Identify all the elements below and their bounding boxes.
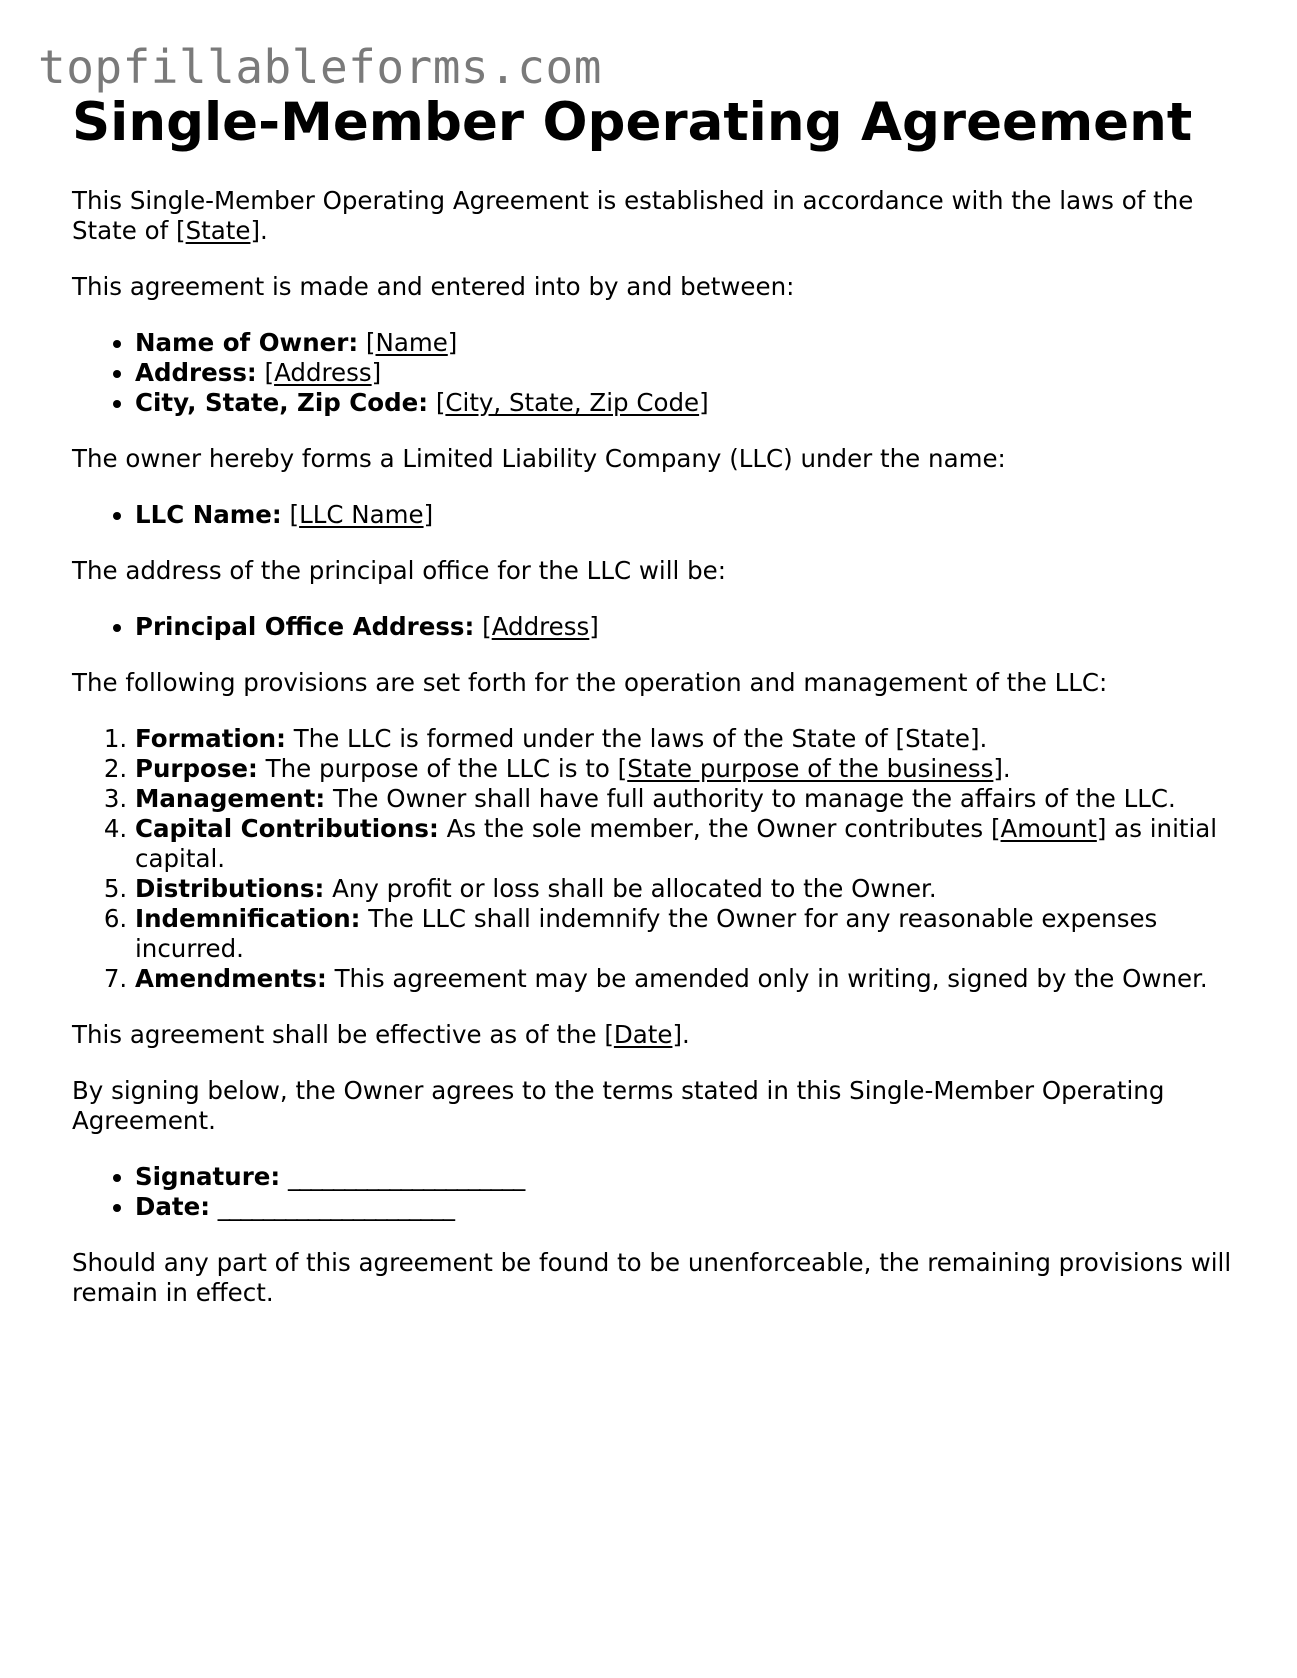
field-label: Address: xyxy=(135,358,257,387)
effective-date-paragraph xyxy=(72,1020,1232,1050)
field-label: LLC Name: xyxy=(135,500,282,529)
signature-line[interactable]: _____________________ xyxy=(288,1162,525,1191)
provisions-list xyxy=(72,724,1232,994)
provision-item xyxy=(135,874,1232,904)
llc-name-list xyxy=(72,500,1232,530)
business-purpose-field[interactable]: State purpose of the business xyxy=(627,754,994,783)
field-label: Name of Owner: xyxy=(135,328,359,357)
provision-label: Purpose: xyxy=(135,754,258,783)
intro-text-end: ]. xyxy=(250,216,268,245)
provision-label: Distributions: xyxy=(135,874,325,903)
provision-text: Any profit or loss shall be allocated to the Owner. xyxy=(332,874,937,903)
provision-label: Management: xyxy=(135,784,326,813)
office-intro: The address of the principal office for the LLC will be: xyxy=(72,556,726,585)
provision-label: Formation: xyxy=(135,724,286,753)
capital-amount-field[interactable]: Amount xyxy=(1000,814,1097,843)
field-label: Date: xyxy=(135,1192,210,1221)
office-address-list xyxy=(72,612,1232,642)
watermark-text: topfillableforms.com xyxy=(38,40,602,94)
owner-name-field[interactable]: Name xyxy=(375,328,448,357)
signature-date-line[interactable]: _____________________ xyxy=(217,1192,455,1221)
effective-date-field[interactable]: Date xyxy=(613,1020,673,1049)
provision-text-end: ]. xyxy=(993,754,1011,783)
provision-label: Indemnification: xyxy=(135,904,361,933)
owner-address-field[interactable]: Address xyxy=(274,358,372,387)
signing-intro: By signing below, the Owner agrees to the terms stated in this Single-Member Operating Agreement. xyxy=(72,1076,1165,1135)
office-address-field[interactable]: Address xyxy=(491,612,590,641)
intro-paragraph xyxy=(72,186,1232,246)
provision-label: Amendments: xyxy=(135,964,327,993)
closing-paragraph: Should any part of this agreement be found to be unenforceable, the remaining provisions will remain in effect. xyxy=(72,1248,1232,1307)
signature-item xyxy=(135,1162,1232,1192)
provision-item xyxy=(135,814,1232,874)
owner-fields-list xyxy=(72,328,1232,418)
intro-text: This Single-Member Operating Agreement is established in accordance with the laws of the State of [ xyxy=(72,186,1194,245)
provision-item xyxy=(135,964,1232,994)
provision-text: This agreement may be amended only in writing, signed by the Owner. xyxy=(334,964,1208,993)
provision-item xyxy=(135,784,1232,814)
provision-text: As the sole member, the Owner contributes [ xyxy=(446,814,1001,843)
provision-item xyxy=(135,904,1232,964)
signature-date-item xyxy=(135,1192,1232,1222)
field-label: City, State, Zip Code: xyxy=(135,388,429,417)
provision-label: Capital Contributions: xyxy=(135,814,439,843)
provision-text: The purpose of the LLC is to [ xyxy=(265,754,628,783)
signature-list xyxy=(72,1162,1232,1222)
parties-intro: This agreement is made and entered into by and between: xyxy=(72,272,795,301)
effective-text: This agreement shall be effective as of the [ xyxy=(72,1020,614,1049)
effective-text-end: ]. xyxy=(672,1020,690,1049)
agreement-document xyxy=(72,90,1232,1308)
llc-name-field[interactable]: LLC Name xyxy=(299,500,424,529)
field-label: Principal Office Address: xyxy=(135,612,475,641)
provision-item xyxy=(135,754,1232,784)
owner-city-state-zip-field[interactable]: City, State, Zip Code xyxy=(445,388,700,417)
provision-text: The LLC is formed under the laws of the State of [State]. xyxy=(293,724,988,753)
office-address-item: • Principal Office Address: [Address] xyxy=(135,612,1232,642)
provisions-intro: The following provisions are set forth for the operation and management of the LLC: xyxy=(72,668,1108,697)
document-title: Single-Member Operating Agreement xyxy=(72,92,1193,153)
llc-intro: The owner hereby forms a Limited Liability Company (LLC) under the name: xyxy=(72,444,1006,473)
llc-name-item: • LLC Name: [LLC Name] xyxy=(135,500,1232,530)
provision-text-end: ] as initial capital. xyxy=(135,814,1218,873)
field-label: Signature: xyxy=(135,1162,281,1191)
owner-name-item: • Name of Owner: [Name] xyxy=(135,328,1232,358)
provision-text: The Owner shall have full authority to manage the affairs of the LLC. xyxy=(332,784,1176,813)
provision-item xyxy=(135,724,1232,754)
owner-city-item: • City, State, Zip Code: [City, State, Zip Code] xyxy=(135,388,1232,418)
state-field[interactable]: State xyxy=(185,216,251,245)
provision-text: The LLC shall indemnify the Owner for any reasonable expenses incurred. xyxy=(135,904,1158,963)
owner-address-item: • Address: [Address] xyxy=(135,358,1232,388)
